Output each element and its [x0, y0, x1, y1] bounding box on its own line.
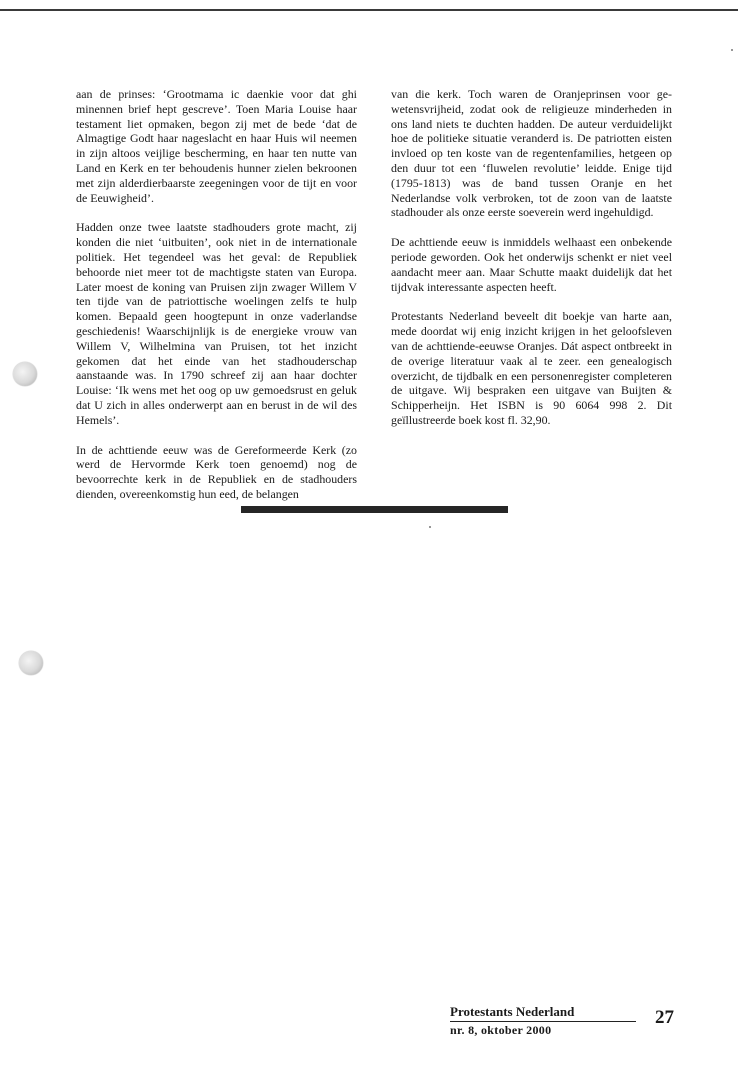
footer-publication-title: Protestants Nederland — [450, 1004, 575, 1019]
page-number: 27 — [655, 1007, 674, 1028]
footer-issue-label: nr. 8, oktober 2000 — [450, 1023, 552, 1037]
scan-speck — [731, 49, 733, 51]
section-end-bar — [241, 506, 508, 513]
article-right-column — [391, 87, 672, 443]
footer-rule — [450, 1021, 636, 1022]
punch-hole-lower — [19, 651, 43, 675]
article-left-column — [76, 87, 357, 517]
page-top-rule — [0, 9, 738, 11]
right-paragraph-1: van die kerk. Toch waren de Oranjeprinsen voor gewetensvrijheid, zodat ook de religieuze minderheden in ons land niets te duchten hadden. De auteur verduidelijkt hoe de politieke situatie veranderd is. De patriotten eisten invloed op ten koste van de regentenfamilies, hetgeen op den duur tot een ‘fluwelen revolutie’ leidde. Enige tijd (1795-1813) was de band tussen Oranje en het Nederlandse volk verbroken, tot de zoon van de laatste stadhouder als onze eerste soeverein werd ingehuldigd. — [391, 87, 672, 220]
right-paragraph-2: De achttiende eeuw is inmiddels welhaast een onbekende periode geworden. Ook het onderwijs schenkt er niet veel aandacht meer aan. Maar Schutte maakt duidelijk dat het tijdvak interessante aspecten heeft. — [391, 235, 672, 294]
scan-speck — [429, 526, 431, 528]
right-paragraph-3: Protestants Nederland beveelt dit boekje van harte aan, mede doordat wij enig inzicht krijgen in het geloofsleven van de achttiende-eeuwse Oranjes. Dát aspect ontbreekt in de overige literatuur vaak al te zeer. een genealogisch overzicht, de tijdbalk en een personenregister completeren de uitgave. Wij bespraken een uitgave van Buijten & Schipperheijn. Het ISBN is 90 6064 998 2. Dit geïllustreerde boek kost fl. 32,90. — [391, 309, 672, 427]
left-paragraph-1: aan de prinses: ‘Grootmama ic daenkie voor dat ghi minennen brief hept gescreve’. Toen Maria Louise haar testament liet opmaken, begon zij met de bede ‘dat de Almagtige Godt haar nageslacht en haar Huis wil neemen in zijn altoos veijlige bescherming, en haar ten nutte van Land en Kerk en ter behoudenis hunner zielen bekroonen met zijn alderdierbaarste zeegeningen voor de tijt en voor de Eeuwigheid’. — [76, 87, 357, 205]
left-paragraph-2: Hadden onze twee laatste stadhouders grote macht, zij konden die niet ‘uitbuiten’, ook niet in de internationale politiek. Het tegendeel was het geval: de Republiek behoorde niet meer tot de machtigste staten van Europa. Later moest de koning van Pruisen zijn zwager Willem V ten tijde van de patriottische woelingen zelfs te hulp komen. Bepaald geen hoogtepunt in onze vaderlandse geschiedenis! Waarschijnlijk is de energieke vrouw van Willem V, Wilhelmina van Pruisen, tot het inzicht gekomen dat het einde van het stadhouderschap aanstaande was. In 1790 schreef zij aan haar dochter Louise: ‘Ik wens met het oog op uw gemoedsrust en geluk dat U zich in alles onderwerpt aan en berust in de wil des Hemels’. — [76, 220, 357, 427]
left-paragraph-3: In de achttiende eeuw was de Gereformeerde Kerk (zo werd de Hervormde Kerk toen genoemd) nog de bevoorrechte kerk in de Republiek en de stadhouders dienden, overeenkomstig hun eed, de belangen — [76, 442, 357, 501]
punch-hole-upper — [13, 362, 37, 386]
